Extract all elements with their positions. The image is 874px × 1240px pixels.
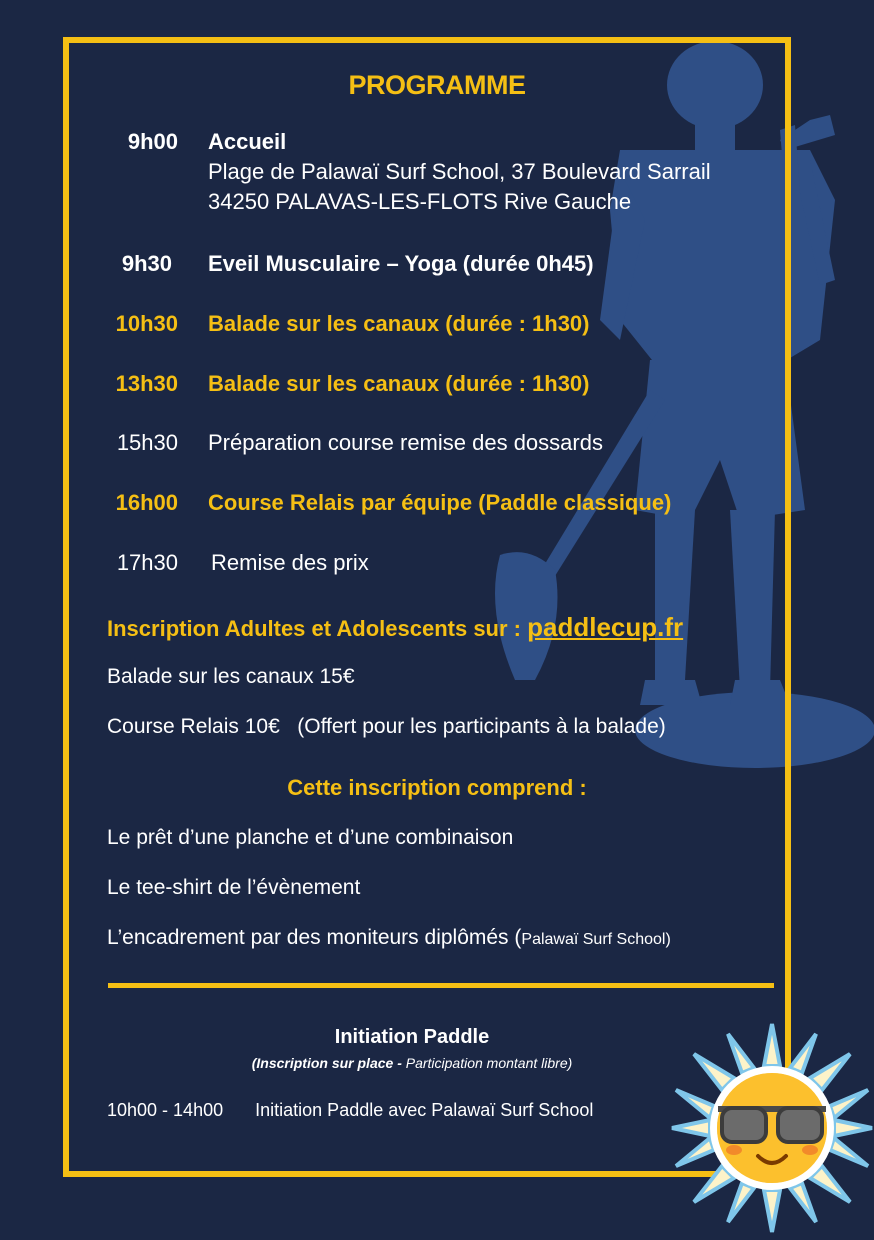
schedule-title-2: Eveil Musculaire – Yoga (durée 0h45) [208,251,594,276]
initiation-line [107,1100,593,1121]
schedule-address-line-2: 34250 PALAVAS-LES-FLOTS Rive Gauche [208,189,632,214]
schedule-address-line-1: Plage de Palawaï Surf School, 37 Boulevard Sarrail [208,159,711,184]
schedule-time-6: 16h00 [115,490,178,515]
schedule-title-4: Balade sur les canaux (durée : 1h30) [208,371,590,396]
schedule-time-5: 15h30 [116,430,178,455]
schedule-title-3: Balade sur les canaux (durée : 1h30) [208,311,590,336]
price-course: Course Relais 10€ (Offert pour les participants à la balade) [107,715,666,738]
includes-heading: Cette inscription comprend : [287,775,587,800]
schedule-time-3: 10h30 [115,311,178,336]
price-balade: Balade sur les canaux 15€ [107,665,355,688]
paddlecup-link[interactable]: paddlecup.fr [527,612,684,642]
schedule-time-7: 17h30 [116,550,178,575]
schedule-title-1: Accueil [208,129,287,154]
initiation-subtitle-bold: (Inscription sur place - [251,1055,402,1071]
initiation-text: Initiation Paddle avec Palawaï Surf School [255,1100,594,1120]
schedule-time-2: 9h30 [121,251,172,276]
include-item-3 [107,926,671,950]
programme-title: PROGRAMME [348,70,526,100]
section-divider [108,983,774,988]
inscription-line [107,612,683,643]
schedule-title-5: Préparation course remise des dossards [208,430,603,455]
inscription-label: Inscription Adultes et Adolescents sur : [107,616,521,641]
include-item-2: Le tee-shirt de l’évènement [107,876,361,899]
initiation-time: 10h00 - 14h00 [107,1100,224,1120]
initiation-title: Initiation Paddle [334,1026,490,1048]
include-item-1: Le prêt d’une planche et d’une combinaison [107,826,514,849]
schedule-title-6: Course Relais par équipe (Paddle classique) [208,490,672,515]
initiation-subtitle-rest: Participation montant libre) [401,1055,573,1071]
sun-with-sunglasses-icon [668,1016,874,1240]
schedule-title-7: Remise des prix [211,550,369,575]
include-item-3-small: Palawaï Surf School) [521,931,671,948]
schedule-time-1: 9h00 [127,129,178,154]
include-item-3-main: L’encadrement par des moniteurs diplômés ( [107,926,522,949]
schedule-time-4: 13h30 [115,371,178,396]
